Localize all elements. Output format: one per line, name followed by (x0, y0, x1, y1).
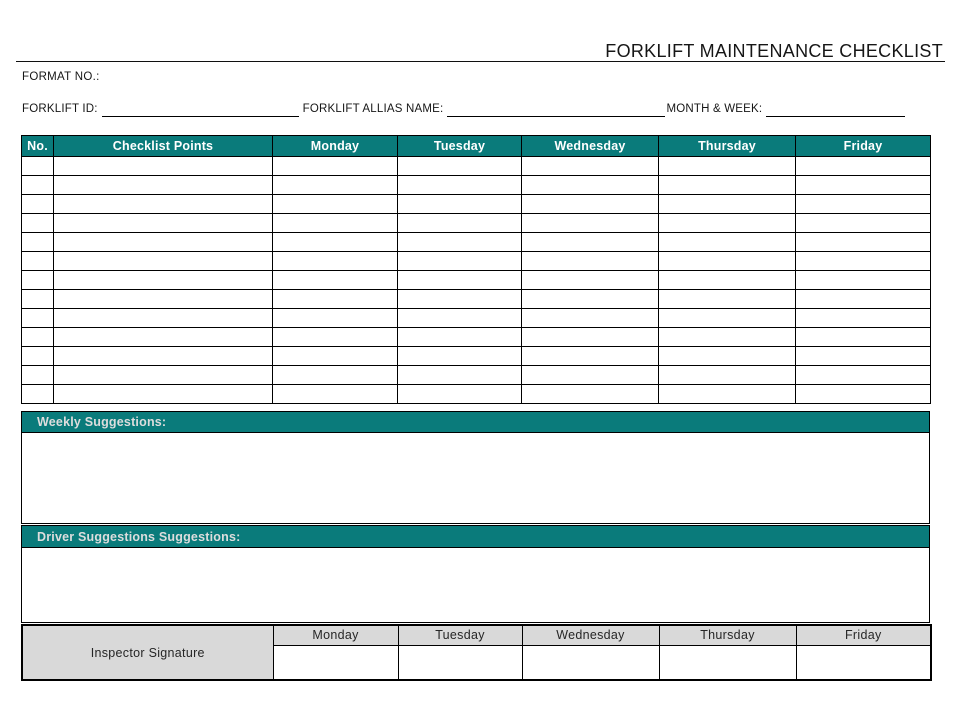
checklist-cell[interactable] (522, 233, 659, 252)
column-header-checklist-points: Checklist Points (54, 136, 273, 157)
checklist-empty-rows (22, 157, 931, 404)
month-week-field[interactable] (766, 102, 905, 117)
checklist-cell[interactable] (522, 271, 659, 290)
checklist-cell[interactable] (22, 385, 54, 404)
checklist-cell[interactable] (22, 233, 54, 252)
checklist-cell[interactable] (659, 271, 796, 290)
checklist-row (22, 195, 931, 214)
checklist-cell[interactable] (273, 176, 398, 195)
checklist-cell[interactable] (273, 309, 398, 328)
forklift-alias-label: FORKLIFT ALLIAS NAME: (302, 103, 444, 115)
title-divider (16, 61, 945, 62)
checklist-row (22, 328, 931, 347)
checklist-cell[interactable] (398, 366, 522, 385)
checklist-cell[interactable] (796, 195, 931, 214)
checklist-row (22, 252, 931, 271)
checklist-cell[interactable] (398, 385, 522, 404)
column-header-tuesday: Tuesday (398, 136, 522, 157)
checklist-cell[interactable] (659, 347, 796, 366)
forklift-id-label: FORKLIFT ID: (22, 103, 98, 115)
forklift-alias-field[interactable] (447, 102, 665, 117)
checklist-cell[interactable] (796, 328, 931, 347)
checklist-cell[interactable] (796, 252, 931, 271)
checklist-row (22, 157, 931, 176)
checklist-cell[interactable] (522, 195, 659, 214)
checklist-cell[interactable] (659, 290, 796, 309)
checklist-cell[interactable] (398, 214, 522, 233)
checklist-cell[interactable] (273, 157, 398, 176)
checklist-cell[interactable] (522, 347, 659, 366)
checklist-cell[interactable] (522, 252, 659, 271)
checklist-table (21, 135, 931, 404)
checklist-cell[interactable] (398, 290, 522, 309)
checklist-row (22, 385, 931, 404)
checklist-cell[interactable] (54, 233, 273, 252)
signature-header-wednesday: Wednesday (522, 625, 659, 645)
signature-header-monday: Monday (273, 625, 398, 645)
checklist-cell[interactable] (398, 347, 522, 366)
driver-suggestions-header (21, 525, 930, 548)
checklist-cell[interactable] (796, 347, 931, 366)
checklist-cell[interactable] (796, 290, 931, 309)
checklist-row (22, 309, 931, 328)
checklist-cell[interactable] (796, 385, 931, 404)
checklist-cell[interactable] (796, 214, 931, 233)
checklist-cell[interactable] (522, 366, 659, 385)
checklist-cell[interactable] (273, 385, 398, 404)
checklist-row (22, 271, 931, 290)
column-header-friday: Friday (796, 136, 931, 157)
checklist-cell[interactable] (659, 233, 796, 252)
checklist-cell[interactable] (22, 328, 54, 347)
checklist-cell[interactable] (273, 271, 398, 290)
checklist-cell[interactable] (398, 252, 522, 271)
column-header-thursday: Thursday (659, 136, 796, 157)
checklist-cell[interactable] (22, 290, 54, 309)
signature-header-thursday: Thursday (659, 625, 796, 645)
column-header-monday: Monday (273, 136, 398, 157)
forklift-id-field[interactable] (102, 102, 299, 117)
format-no-label: FORMAT NO.: (22, 71, 100, 83)
checklist-cell[interactable] (273, 214, 398, 233)
checklist-cell[interactable] (659, 195, 796, 214)
inspector-signature-label: Inspector Signature (22, 625, 273, 680)
checklist-cell[interactable] (522, 385, 659, 404)
checklist-cell[interactable] (522, 176, 659, 195)
checklist-cell[interactable] (796, 366, 931, 385)
checklist-cell[interactable] (22, 271, 54, 290)
checklist-cell[interactable] (273, 290, 398, 309)
checklist-cell[interactable] (522, 157, 659, 176)
checklist-cell[interactable] (54, 309, 273, 328)
checklist-cell[interactable] (22, 157, 54, 176)
checklist-cell[interactable] (22, 195, 54, 214)
signature-day-header-row (22, 625, 931, 645)
signature-header-friday: Friday (796, 625, 931, 645)
signature-header-tuesday: Tuesday (398, 625, 522, 645)
checklist-cell[interactable] (659, 214, 796, 233)
checklist-cell[interactable] (659, 385, 796, 404)
checklist-row (22, 233, 931, 252)
checklist-cell[interactable] (398, 271, 522, 290)
checklist-cell[interactable] (54, 290, 273, 309)
checklist-cell[interactable] (398, 328, 522, 347)
checklist-row (22, 366, 931, 385)
signature-cell-tuesday[interactable] (398, 645, 522, 680)
checklist-cell[interactable] (273, 347, 398, 366)
checklist-cell[interactable] (54, 195, 273, 214)
driver-suggestions-field[interactable] (21, 547, 930, 623)
checklist-cell[interactable] (659, 157, 796, 176)
checklist-cell[interactable] (398, 157, 522, 176)
checklist-cell[interactable] (22, 347, 54, 366)
checklist-cell[interactable] (22, 366, 54, 385)
checklist-cell[interactable] (659, 366, 796, 385)
checklist-cell[interactable] (659, 309, 796, 328)
checklist-cell[interactable] (796, 233, 931, 252)
signature-cell-monday[interactable] (273, 645, 398, 680)
checklist-cell[interactable] (796, 271, 931, 290)
checklist-cell[interactable] (398, 176, 522, 195)
checklist-cell[interactable] (273, 366, 398, 385)
checklist-cell[interactable] (54, 214, 273, 233)
checklist-cell[interactable] (796, 157, 931, 176)
driver-suggestions-label: Driver Suggestions Suggestions: (37, 529, 241, 544)
checklist-cell[interactable] (796, 176, 931, 195)
checklist-cell[interactable] (22, 309, 54, 328)
checklist-cell[interactable] (398, 195, 522, 214)
month-week-label: MONTH & WEEK: (666, 103, 763, 115)
checklist-cell[interactable] (54, 176, 273, 195)
checklist-cell[interactable] (22, 214, 54, 233)
checklist-cell[interactable] (659, 328, 796, 347)
checklist-cell[interactable] (54, 252, 273, 271)
checklist-cell[interactable] (54, 385, 273, 404)
checklist-cell[interactable] (398, 309, 522, 328)
checklist-cell[interactable] (54, 328, 273, 347)
checklist-cell[interactable] (522, 328, 659, 347)
signature-cell-wednesday[interactable] (522, 645, 659, 680)
weekly-suggestions-header (21, 411, 930, 433)
checklist-cell[interactable] (522, 214, 659, 233)
checklist-cell[interactable] (22, 252, 54, 271)
checklist-row (22, 347, 931, 366)
checklist-cell[interactable] (22, 176, 54, 195)
inspector-signature-table (21, 624, 932, 681)
checklist-row (22, 290, 931, 309)
checklist-cell[interactable] (796, 309, 931, 328)
checklist-cell[interactable] (659, 176, 796, 195)
checklist-cell[interactable] (522, 309, 659, 328)
checklist-cell[interactable] (54, 366, 273, 385)
page-title: FORKLIFT MAINTENANCE CHECKLIST (605, 41, 943, 61)
checklist-cell[interactable] (273, 252, 398, 271)
checklist-cell[interactable] (273, 328, 398, 347)
checklist-row (22, 176, 931, 195)
weekly-suggestions-field[interactable] (21, 432, 930, 524)
weekly-suggestions-label: Weekly Suggestions: (37, 415, 167, 429)
signature-cell-thursday[interactable] (659, 645, 796, 680)
checklist-cell[interactable] (54, 271, 273, 290)
checklist-cell[interactable] (54, 157, 273, 176)
checklist-header-row (22, 136, 931, 157)
checklist-cell[interactable] (273, 195, 398, 214)
header-fields-row (22, 101, 922, 117)
checklist-cell[interactable] (273, 233, 398, 252)
column-header-no: No. (22, 136, 54, 157)
checklist-cell[interactable] (54, 347, 273, 366)
signature-cell-friday[interactable] (796, 645, 931, 680)
checklist-cell[interactable] (659, 252, 796, 271)
checklist-cell[interactable] (398, 233, 522, 252)
checklist-row (22, 214, 931, 233)
column-header-wednesday: Wednesday (522, 136, 659, 157)
checklist-cell[interactable] (522, 290, 659, 309)
